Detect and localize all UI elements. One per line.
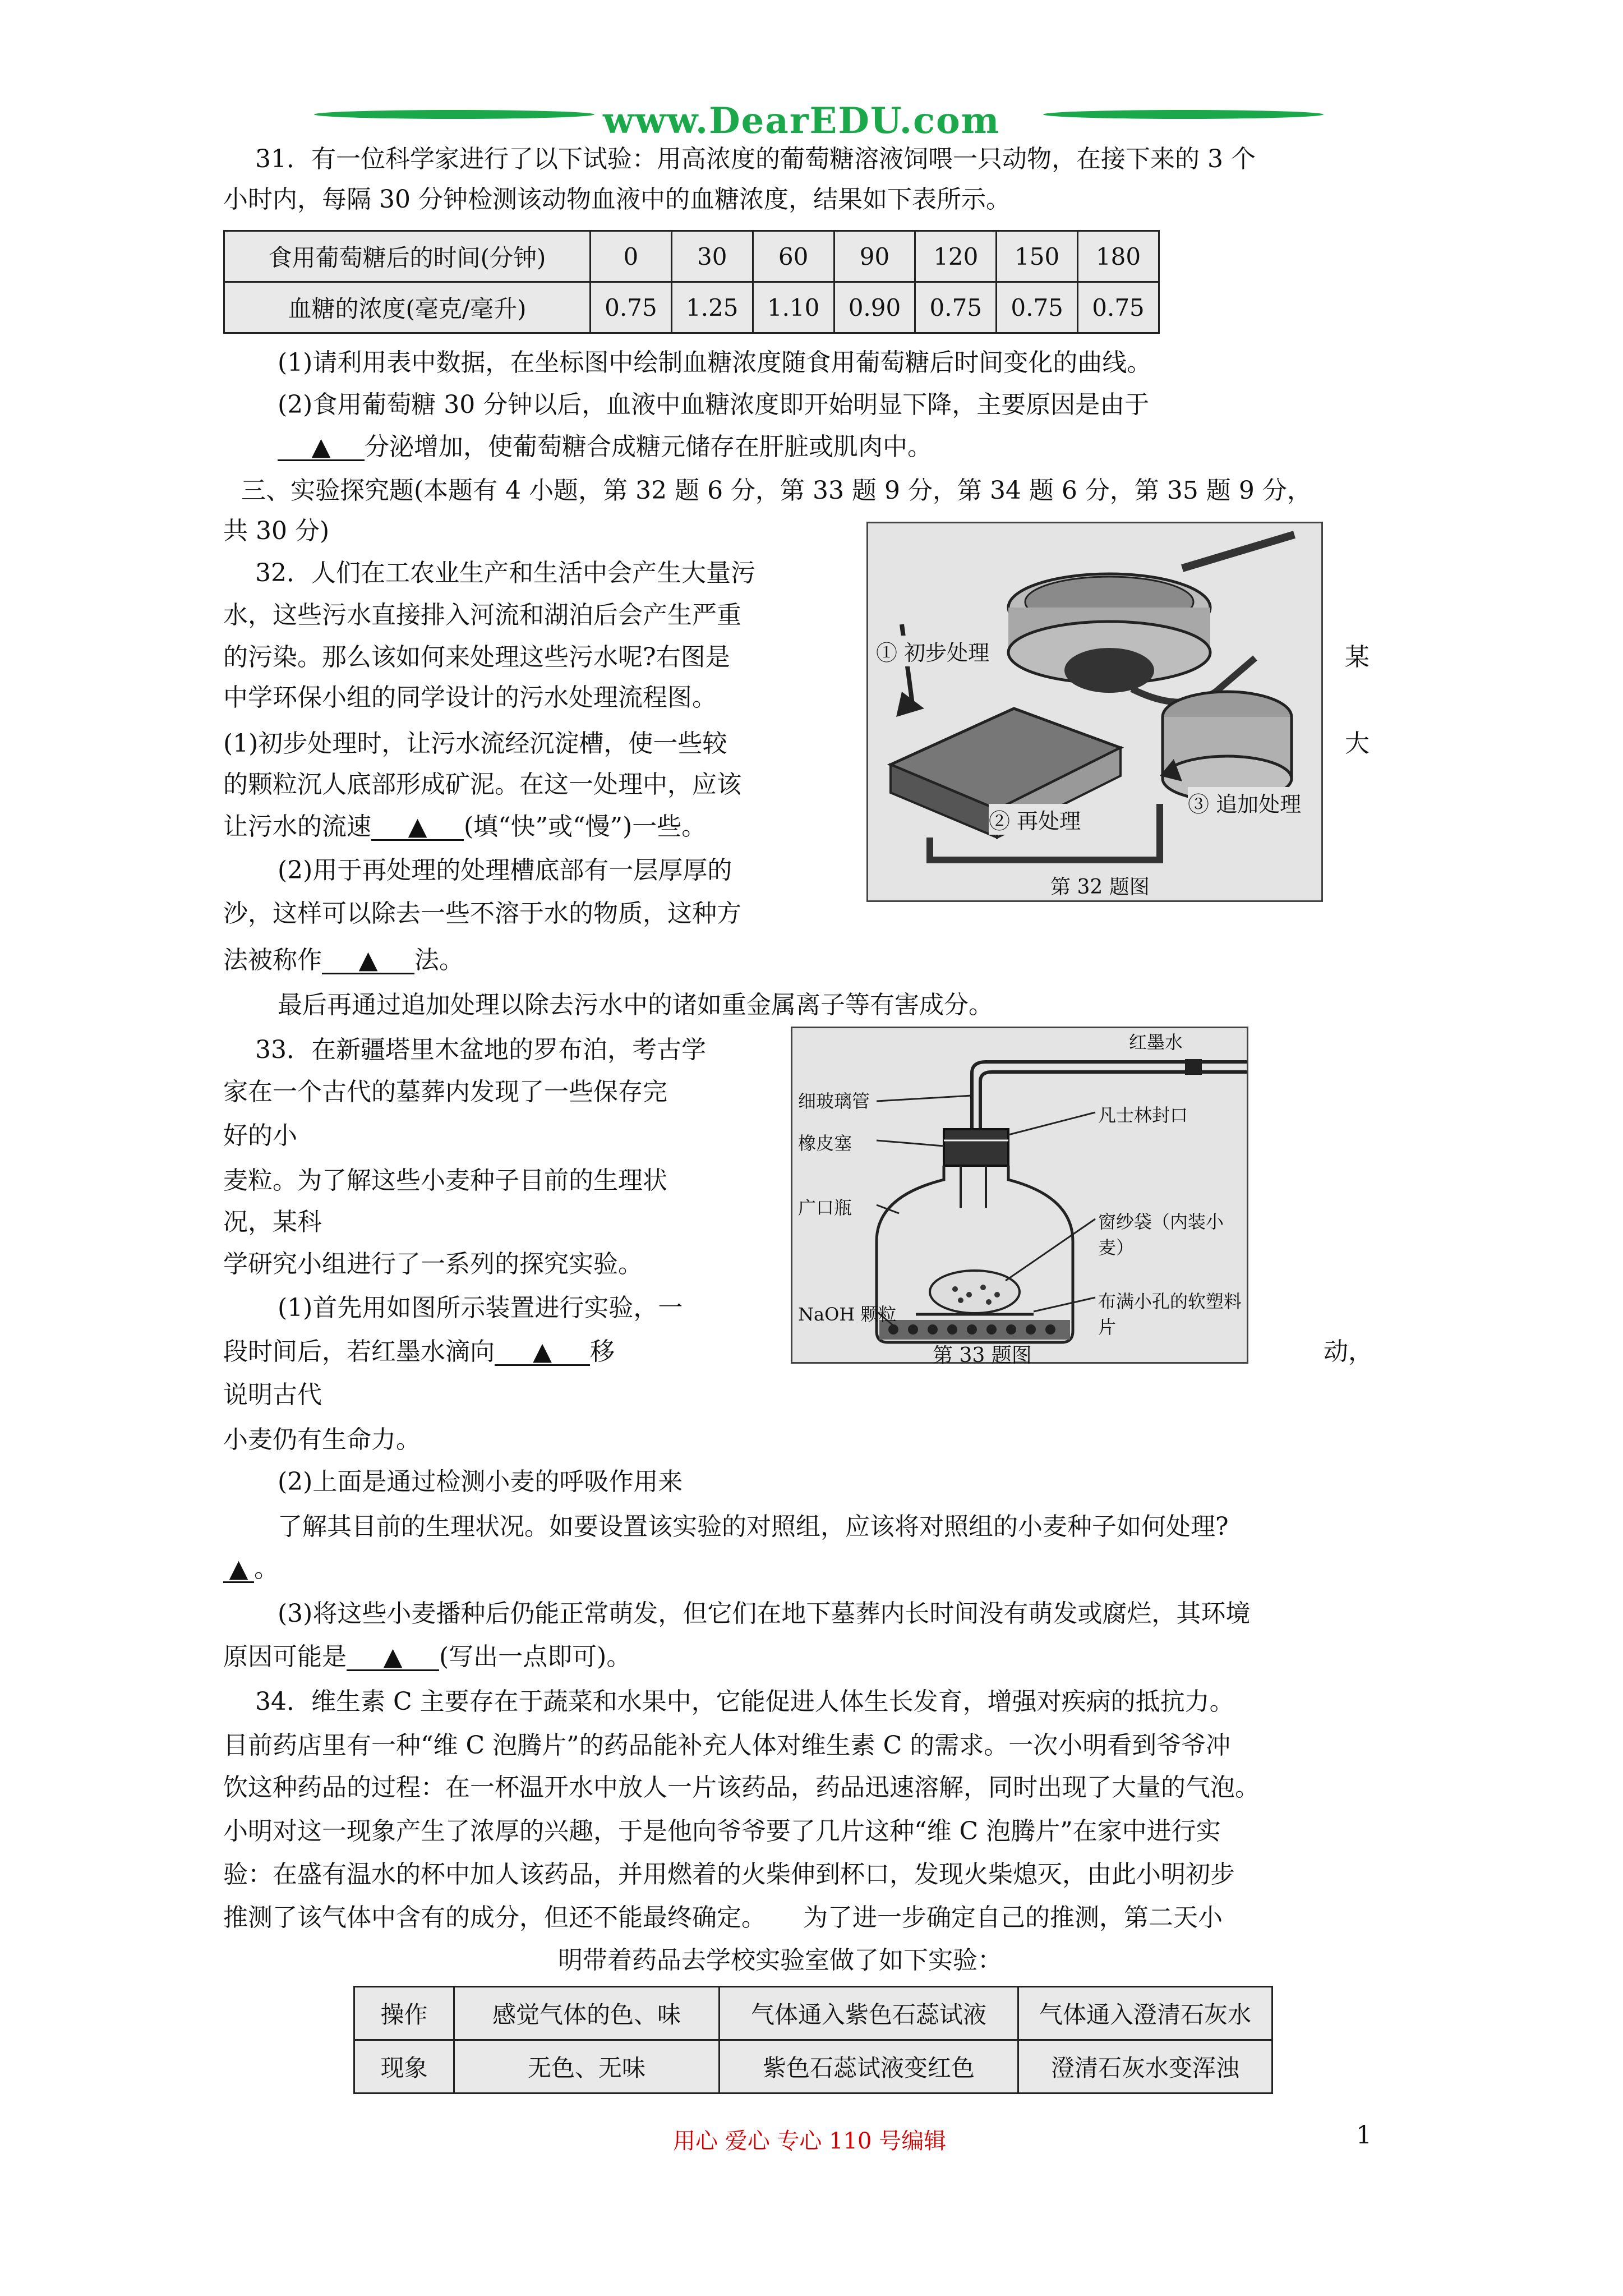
figure-label: NaOH 颗粒 <box>798 1304 897 1325</box>
section3-heading-line2: 共 30 分) <box>223 517 330 545</box>
q32-line: 中学环保小组的同学设计的污水处理流程图。 <box>223 683 717 712</box>
q31-sub1: (1)请利用表中数据，在坐标图中绘制血糖浓度随食用葡萄糖后时间变化的曲线。 <box>278 348 1152 377</box>
table-cell: 0 <box>591 231 672 282</box>
q31-data-table <box>223 230 1160 332</box>
q33-line: 33．在新疆塔里木盆地的罗布泊，考古学 <box>255 1036 706 1064</box>
answer-blank[interactable]: ▲ <box>347 1645 439 1671</box>
table-header: 感觉气体的色、味 <box>454 1987 720 2040</box>
section3-heading-line1: 三、实验探究题(本题有 4 小题，第 32 题 6 分，第 33 题 9 分，第 34 题 6 分，第 35 题 9 分， <box>241 476 1312 505</box>
q33-line: ▲ 。 <box>223 1557 279 1583</box>
table-header: 气体通入澄清石灰水 <box>1018 1987 1272 2040</box>
q33-line: 小麦仍有生命力。 <box>223 1425 421 1454</box>
q32-line: 的颗粒沉人底部形成矿泥。在这一处理中，应该 <box>223 770 741 799</box>
q34-experiment-table <box>353 1986 1273 2092</box>
q33-line: 段时间后，若红墨水滴向 ▲ 移 <box>223 1337 615 1366</box>
q33-line: 了解其目前的生理状况。如要设置该实验的对照组，应该将对照组的小麦种子如何处理? <box>278 1512 1229 1541</box>
table-cell: 0.90 <box>834 282 915 333</box>
q34-line: 34．维生素 C 主要存在于蔬菜和水果中，它能促进人体生长发育，增强对疾病的抵抗力。 <box>255 1687 1234 1716</box>
table-cell: 澄清石灰水变浑浊 <box>1018 2040 1272 2093</box>
table-cell: 60 <box>753 231 834 282</box>
q33-line: (3)将这些小麦播种后仍能正常萌发，但它们在地下墓葬内长时间没有萌发或腐烂，其环境 <box>278 1599 1251 1628</box>
q32-line-end: 大 <box>1345 729 1370 758</box>
q33-line-end: 动， <box>1324 1337 1373 1366</box>
table-cell: 1.25 <box>671 282 753 333</box>
q31-sub2-line1: (2)食用葡萄糖 30 分钟以后，血液中血糖浓度即开始明显下降，主要原因是由于 <box>278 390 1150 419</box>
q32-line: 法被称作 ▲ 法。 <box>223 946 464 974</box>
q34-line: 验：在盛有温水的杯中加人该药品，并用燃着的火柴伸到杯口，发现火柴熄灭，由此小明初步 <box>223 1860 1235 1889</box>
q32-line: 的污染。那么该如何来处理这些污水呢?右图是 <box>223 643 730 671</box>
figure-label: 广口瓶 <box>798 1197 852 1218</box>
q33-line: 况，某科 <box>223 1208 322 1236</box>
q33-line: 学研究小组进行了一系列的探究实验。 <box>223 1250 643 1278</box>
figure-label: 细玻璃管 <box>798 1091 870 1112</box>
q32-line-end: 某 <box>1345 643 1370 671</box>
table-cell: 0.75 <box>997 282 1078 333</box>
q31-intro-line2: 小时内，每隔 30 分钟检测该动物血液中的血糖浓度，结果如下表所示。 <box>223 185 1011 214</box>
figure-label: 布满小孔的软塑料片 <box>1098 1291 1242 1338</box>
q32-line: 32．人们在工农业生产和生活中会产生大量污 <box>255 559 755 587</box>
table-cell: 0.75 <box>915 282 997 333</box>
table-cell: 0.75 <box>1078 282 1159 333</box>
table-cell: 30 <box>671 231 753 282</box>
table-cell: 紫色石蕊试液变红色 <box>720 2040 1018 2093</box>
figure-caption: 第 32 题图 <box>1050 876 1150 899</box>
table-cell: 90 <box>834 231 915 282</box>
table-header: 操作 <box>354 1987 454 2040</box>
table-cell: 1.10 <box>753 282 834 333</box>
table-cell: 无色、无味 <box>454 2040 720 2093</box>
figure-label: 凡士林封口 <box>1098 1105 1188 1126</box>
q34-line: 明带着药品去学校实验室做了如下实验： <box>558 1946 1002 1975</box>
figure-label: 窗纱袋（内装小麦） <box>1098 1211 1224 1258</box>
q32-line: 最后再通过追加处理以除去污水中的诸如重金属离子等有害成分。 <box>278 991 993 1019</box>
q33-line: 麦粒。为了解这些小麦种子目前的生理状 <box>223 1166 667 1195</box>
figure-caption: 第 33 题图 <box>933 1344 1032 1367</box>
sewage-treatment-diagram <box>868 523 1321 900</box>
answer-blank[interactable]: ▲ <box>371 815 464 841</box>
q34-line: 推测了该气体中含有的成分，但还不能最终确定。 为了进一步确定自己的推测，第二天小 <box>223 1903 1223 1932</box>
page-number: 1 <box>1356 2121 1372 2150</box>
answer-blank[interactable]: ▲ <box>495 1340 590 1366</box>
figure-label: 红墨水 <box>1129 1032 1183 1053</box>
figure-label: ② 再处理 <box>989 804 1081 835</box>
q32-figure <box>866 522 1323 902</box>
q32-line: (2)用于再处理的处理槽底部有一层厚厚的 <box>278 856 732 885</box>
answer-blank[interactable]: ▲ <box>223 1557 254 1583</box>
figure-label: ① 初步处理 <box>876 636 989 666</box>
figure-label: ③ 追加处理 <box>1188 787 1301 818</box>
q32-line: 沙，这样可以除去一些不溶于水的物质，这种方 <box>223 899 741 928</box>
q33-line: (2)上面是通过检测小麦的呼吸作用来 <box>278 1467 683 1496</box>
figure-label: 橡皮塞 <box>798 1133 852 1154</box>
q33-line: (1)首先用如图所示装置进行实验，一 <box>278 1294 683 1322</box>
table-header: 气体通入紫色石蕊试液 <box>720 1987 1018 2040</box>
answer-blank[interactable]: ▲ <box>322 948 414 974</box>
footer-text: 用心 爱心 专心 110 号编辑 <box>673 2128 947 2154</box>
q34-line: 小明对这一现象产生了浓厚的兴趣，于是他向爷爷要了几片这种“维 C 泡腾片”在家中进行实 <box>223 1817 1221 1846</box>
q33-line: 好的小 <box>223 1121 297 1150</box>
answer-blank[interactable]: ▲ <box>278 435 365 461</box>
table-cell: 120 <box>915 231 997 282</box>
q32-line: 让污水的流速 ▲ (填“快”或“慢”)一些。 <box>223 812 707 841</box>
q34-line: 饮这种药品的过程：在一杯温开水中放人一片该药品，药品迅速溶解，同时出现了大量的气泡。 <box>223 1773 1260 1802</box>
table-cell: 150 <box>997 231 1078 282</box>
q33-line: 说明古代 <box>223 1381 322 1409</box>
site-logo: www.DearEDU.com <box>603 100 1000 142</box>
q32-line: (1)初步处理时，让污水流经沉淀槽，使一些较 <box>223 729 727 758</box>
header-swoosh-left <box>314 110 594 119</box>
q33-line: 原因可能是 ▲ (写出一点即可)。 <box>223 1642 631 1671</box>
q33-figure <box>791 1027 1248 1367</box>
q31-intro-line1: 31．有一位科学家进行了以下试验：用高浓度的葡萄糖溶液饲喂一只动物，在接下来的 3 个 <box>255 145 1256 173</box>
q34-line: 目前药店里有一种“维 C 泡腾片”的药品能补充人体对维生素 C 的需求。一次小明看到爷爷冲 <box>223 1731 1231 1760</box>
q31-sub2-line2: ▲ 分泌增加，使葡萄糖合成糖元储存在肝脏或肌肉中。 <box>278 435 932 461</box>
q33-line: 家在一个古代的墓葬内发现了一些保存完 <box>223 1078 667 1106</box>
q32-line: 水，这些污水直接排入河流和湖泊后会产生严重 <box>223 601 741 629</box>
table-cell: 180 <box>1078 231 1159 282</box>
header-swoosh-right <box>1043 110 1324 119</box>
table-cell: 0.75 <box>591 282 672 333</box>
table-cell: 现象 <box>354 2040 454 2093</box>
table-row-label: 食用葡萄糖后的时间(分钟) <box>224 231 591 282</box>
table-row-label: 血糖的浓度(毫克/毫升) <box>224 282 591 333</box>
